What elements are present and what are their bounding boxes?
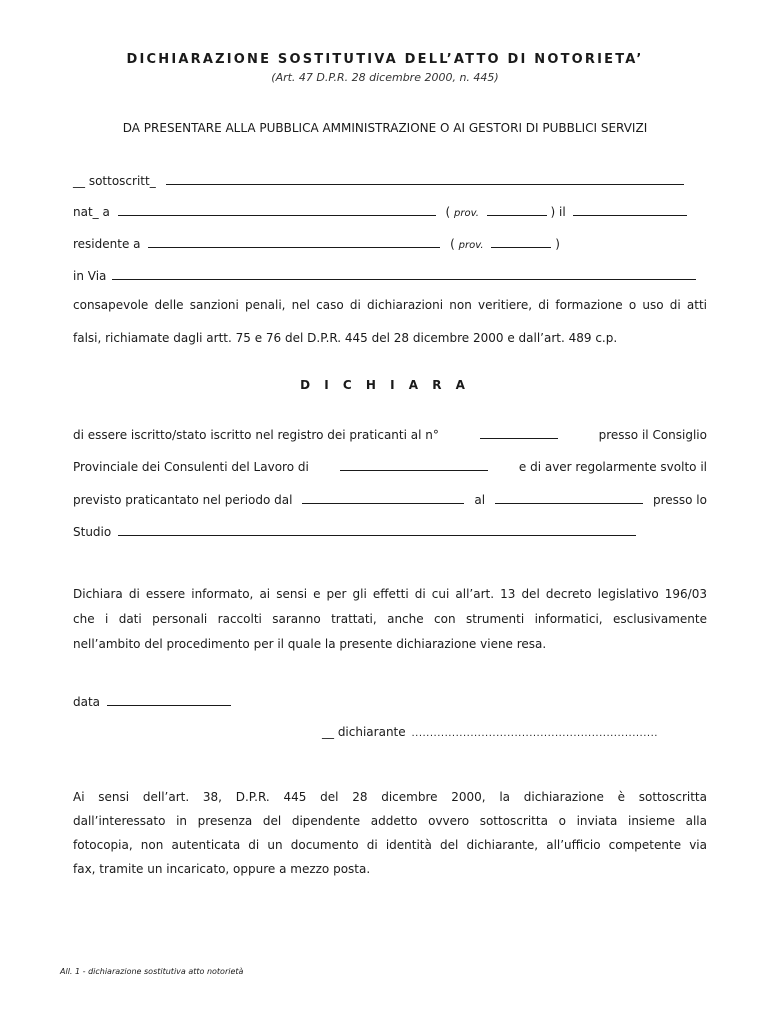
recipient-header: DA PRESENTARE ALLA PUBBLICA AMMINISTRAZIONE O AI GESTORI DI PUBBLICI SERVIZI [122, 121, 648, 135]
privacy-line-2: che i dati personali raccolti saranno trattati, anche con strumenti informatici, esclusivamente [73, 612, 707, 626]
nato-label: nat_ a [73, 205, 110, 219]
privacy-line-3: nell’ambito del procedimento per il quale la presente dichiarazione viene resa. [73, 637, 547, 651]
regolarmente-text: e di aver regolarmente svolto il [518, 460, 707, 474]
consiglio-text: presso il Consiglio [598, 428, 707, 442]
nato-row: nat_ a ( prov. ) il [73, 203, 687, 219]
note-line-1: Ai sensi dell’art. 38, D.P.R. 445 del 28 dicembre 2000, la dichiarazione è sottoscritta [73, 790, 707, 804]
note-line-2: dall’interessato in presenza del dipendente addetto ovvero sottoscritta o inviata insieme alla [73, 814, 707, 828]
provinciale-text: Provinciale dei Consulenti del Lavoro di [73, 460, 309, 474]
consapevole-line-2: falsi, richiamate dagli artt. 75 e 76 del D.P.R. 445 del 28 dicembre 2000 e dall’art. 489 c.p. [73, 331, 618, 345]
via-row [73, 267, 696, 283]
il-label: ) il [550, 205, 566, 219]
data-row [73, 693, 231, 709]
data-field[interactable] [107, 693, 231, 706]
registro-number-field[interactable] [480, 426, 558, 439]
prov-label: prov. [454, 208, 479, 219]
data-label: data [73, 695, 101, 709]
residente-prov-field[interactable] [491, 235, 551, 248]
residente-label: residente a [73, 237, 141, 251]
document-title: DICHIARAZIONE SOSTITUTIVA DELL’ATTO DI NOTORIETA’ [126, 52, 644, 67]
footer-note: All. 1 - dichiarazione sostitutiva atto notorietà [60, 967, 244, 976]
nato-city-field[interactable] [118, 203, 436, 216]
note-line-4: fax, tramite un incaricato, oppure a mezzo posta. [73, 862, 371, 876]
sottoscritto-row [73, 172, 684, 188]
periodo-al-field[interactable] [495, 491, 643, 504]
prov-label: prov. [458, 240, 484, 251]
dichiara-line-2 [73, 458, 707, 474]
periodo-dal-field[interactable] [302, 491, 464, 504]
consapevole-line-1: consapevole delle sanzioni penali, nel caso di dichiarazioni non veritiere, di formazione o uso di atti [73, 298, 707, 312]
privacy-line-1: Dichiara di essere informato, ai sensi e per gli effetti di cui all’art. 13 del decreto legislativo 196/03 [73, 587, 707, 601]
al-text: al [474, 493, 486, 507]
dichiara-heading: D I C H I A R A [300, 378, 470, 392]
nato-date-field[interactable] [573, 203, 687, 216]
presso-lo-text: presso lo [652, 493, 707, 507]
document-subtitle: (Art. 47 D.P.R. 28 dicembre 2000, n. 445) [271, 71, 499, 84]
dichiarante-row [322, 725, 658, 739]
studio-field[interactable] [118, 523, 636, 536]
residente-row: residente a ( prov. ) [73, 237, 560, 251]
via-field[interactable] [112, 267, 696, 280]
dichiara-line-3 [73, 491, 707, 507]
dichiara-line-1 [73, 426, 707, 442]
nato-prov-field[interactable] [487, 203, 547, 216]
sottoscritto-label: __ sottoscritt_ [73, 174, 156, 188]
dichiarante-label: __ dichiarante [322, 725, 406, 739]
dichiara-line-4 [73, 523, 636, 539]
sottoscritto-field[interactable] [166, 172, 684, 185]
provinciale-field[interactable] [340, 458, 488, 471]
residente-city-field[interactable] [148, 235, 440, 248]
via-label: in Via [73, 269, 107, 283]
note-line-3: fotocopia, non autenticata di un documento di identità del dichiarante, all’ufficio competente via [73, 838, 707, 852]
registro-text: di essere iscritto/stato iscritto nel registro dei praticanti al n° [73, 428, 439, 442]
studio-label: Studio [73, 525, 112, 539]
dichiarante-signature-field[interactable]: ................................................................... [411, 728, 658, 739]
periodo-text: previsto praticantato nel periodo dal [73, 493, 293, 507]
